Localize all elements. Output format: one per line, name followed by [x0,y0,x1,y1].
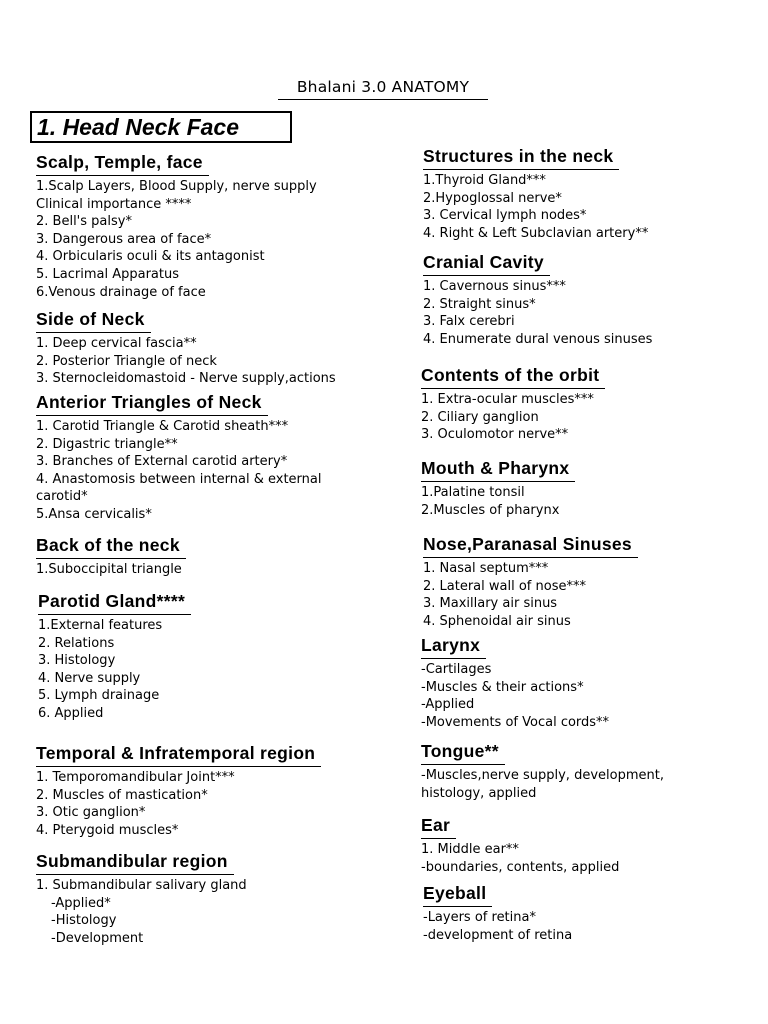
list-item: 1. Deep cervical fascia** [36,336,197,351]
list-item: -Development [51,930,144,946]
list-item: -development of retina [423,927,573,943]
list-item: 1.Palatine tonsil [421,485,525,500]
section-submandibular-region [36,851,247,947]
list-item: 6. Applied [38,705,104,721]
section-ear [421,815,619,876]
list-item: 2. Lateral wall of nose*** [423,578,586,594]
section-contents-of-orbit [421,365,605,444]
section-cranial-cavity [423,252,652,348]
list-item: -Movements of Vocal cords** [421,714,610,730]
list-item: -Applied* [51,895,111,911]
list-item: 2. Bell's palsy* [36,214,132,230]
list-item: 6.Venous drainage of face [36,284,206,300]
list-item: 4. Sphenoidal air sinus [423,613,571,629]
section-nose-paranasal-sinuses [423,534,638,630]
section-heading: Submandibular region [36,851,234,875]
list-item: 1.Thyroid Gland*** [423,173,546,188]
section-heading: Anterior Triangles of Neck [36,392,268,416]
section-heading: Parotid Gland**** [38,591,191,615]
section-tongue [421,741,721,802]
list-item: 2. Straight sinus* [423,296,536,312]
list-item: 3. Sternocleidomastoid - Nerve supply,actions [36,371,336,387]
list-item: 1.External features [38,618,163,633]
list-item: 1.Scalp Layers, Blood Supply, nerve supply [36,179,317,194]
list-item: 1. Extra-ocular muscles*** [421,392,594,407]
section-heading: Scalp, Temple, face [36,152,209,176]
list-item: 3. Cervical lymph nodes* [423,208,587,224]
list-item: 4. Nerve supply [38,670,141,686]
list-item: 4. Orbicularis oculi & its antagonist [36,249,265,265]
list-item: 4. Anastomosis between internal & external carotid* [36,471,322,505]
list-item: 2. Posterior Triangle of neck [36,353,217,369]
section-heading: Mouth & Pharynx [421,458,575,482]
section-heading: Contents of the orbit [421,365,605,389]
list-item: 2.Hypoglossal nerve* [423,190,562,206]
section-heading: Back of the neck [36,535,186,559]
section-heading: Structures in the neck [423,146,619,170]
list-item: -boundaries, contents, applied [421,859,620,875]
list-item: 3. Dangerous area of face* [36,231,212,247]
list-item: 4. Pterygoid muscles* [36,822,179,838]
list-item: 3. Histology [38,653,116,669]
list-item: 1.Suboccipital triangle [36,562,182,577]
section-heading: Eyeball [423,883,492,907]
list-item: -Cartilages [421,662,492,677]
list-item: 5. Lacrimal Apparatus [36,266,180,282]
section-scalp-temple-face [36,152,317,301]
list-item: 3. Otic ganglion* [36,805,146,821]
list-item: 2. Ciliary ganglion [421,409,539,425]
section-heading: Nose,Paranasal Sinuses [423,534,638,558]
list-item: 1. Submandibular salivary gland [36,878,247,893]
section-anterior-triangles [36,392,366,524]
section-parotid-gland [38,591,191,723]
list-item: -Layers of retina* [423,910,536,925]
section-structures-in-neck [423,146,648,242]
list-item: 5. Lymph drainage [38,688,160,704]
list-item: -Histology [51,913,117,929]
list-item: 2. Digastric triangle** [36,436,178,452]
list-item: Clinical importance **** [36,196,192,212]
section-heading: Cranial Cavity [423,252,550,276]
document-title: Bhalani 3.0 ANATOMY [278,78,488,100]
section-eyeball [423,883,572,944]
list-item: 5.Ansa cervicalis* [36,506,152,522]
section-side-of-neck [36,309,336,388]
list-item: 1. Middle ear** [421,842,519,857]
list-item: 1. Nasal septum*** [423,561,549,576]
list-item: 2.Muscles of pharynx [421,502,560,518]
chapter-title: 1. Head Neck Face [30,111,292,143]
list-item: 3. Branches of External carotid artery* [36,454,288,470]
section-heading: Tongue** [421,741,505,765]
list-item: 1. Cavernous sinus*** [423,279,566,294]
list-item: -Muscles & their actions* [421,679,584,695]
section-temporal-infratemporal [36,743,321,839]
list-item: 4. Enumerate dural venous sinuses [423,331,653,347]
list-item: 1. Temporomandibular Joint*** [36,770,235,785]
list-item: 4. Right & Left Subclavian artery** [423,225,649,241]
section-heading: Ear [421,815,456,839]
list-item: 3. Falx cerebri [423,314,515,330]
section-heading: Temporal & Infratemporal region [36,743,321,767]
section-back-of-neck [36,535,186,579]
section-mouth-pharynx [421,458,575,519]
list-item: -Muscles,nerve supply, development, histology, applied [421,768,664,801]
list-item: 2. Relations [38,635,115,651]
list-item: 2. Muscles of mastication* [36,787,208,803]
list-item: 3. Maxillary air sinus [423,596,558,612]
list-item: 1. Carotid Triangle & Carotid sheath*** [36,419,289,434]
section-larynx [421,635,609,731]
section-heading: Larynx [421,635,486,659]
list-item: -Applied [421,697,475,713]
list-item: 3. Oculomotor nerve** [421,427,569,443]
section-heading: Side of Neck [36,309,151,333]
